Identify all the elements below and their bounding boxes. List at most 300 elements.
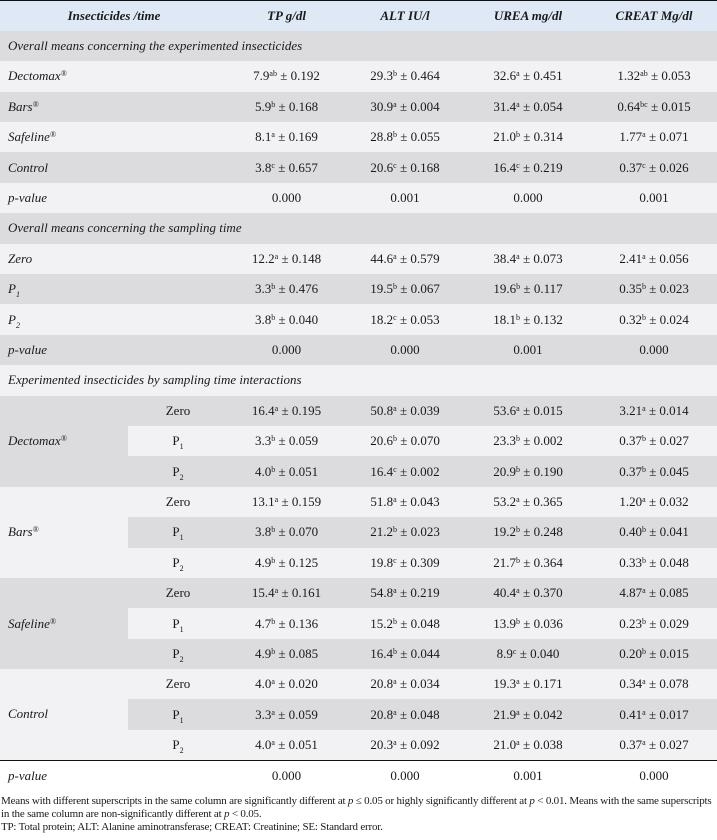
- mean-value: 4.0: [255, 736, 272, 752]
- value-cell: [228, 61, 345, 91]
- standard-error: 0.059: [288, 433, 319, 449]
- registered-mark: ®: [49, 130, 56, 140]
- standard-error: 0.015: [659, 645, 689, 661]
- standard-error: 0.032: [659, 493, 689, 509]
- group-label: [0, 487, 128, 578]
- table-row: [0, 61, 717, 91]
- mean-value: 21.7: [493, 554, 516, 570]
- mean-value: 8.9: [496, 645, 513, 661]
- standard-error: 0.040: [530, 645, 560, 661]
- significance-letter: b: [516, 282, 521, 292]
- mean-value: 3.8: [255, 159, 272, 175]
- value-cell: [591, 456, 717, 486]
- significance-letter: a: [393, 403, 397, 413]
- significance-letter: c: [271, 160, 275, 170]
- mean-value: 8.1: [255, 129, 272, 145]
- plus-minus: ±: [400, 615, 408, 631]
- mean-value: 13.1: [251, 493, 275, 509]
- section-row: [0, 213, 717, 243]
- plus-minus: ±: [278, 463, 286, 479]
- value-cell: [591, 61, 717, 91]
- significance-letter: a: [642, 494, 646, 504]
- value-cell: [345, 426, 465, 456]
- standard-error: 0.476: [288, 281, 319, 297]
- standard-error: 0.051: [288, 463, 319, 479]
- mean-value: 38.4: [493, 250, 517, 266]
- plus-minus: ±: [649, 645, 657, 661]
- significance-letter: a: [642, 677, 646, 687]
- value-cell: [591, 396, 717, 426]
- header-insecticides-time: Insecticides /time: [0, 1, 228, 31]
- significance-letter: b: [641, 434, 646, 444]
- plus-minus: ±: [399, 736, 408, 752]
- p-value-label: p-value: [0, 335, 228, 365]
- significance-letter: b: [392, 616, 397, 626]
- plus-minus: ±: [649, 311, 657, 327]
- value-cell: [591, 517, 717, 547]
- plus-minus: ±: [649, 463, 657, 479]
- plus-minus: ±: [649, 433, 657, 449]
- section-title: Overall means concerning the experimented insecticides: [0, 31, 717, 61]
- mean-value: 3.3: [254, 433, 272, 449]
- mean-value: 0.40: [619, 524, 642, 540]
- significance-letter: a: [393, 707, 397, 717]
- sampling-time: [128, 456, 228, 486]
- plus-minus: ±: [648, 159, 657, 175]
- standard-error: 0.053: [410, 311, 440, 327]
- value-cell: [228, 152, 345, 182]
- value-cell: [591, 304, 717, 334]
- plus-minus: ±: [399, 159, 408, 175]
- mean-value: 20.6: [370, 433, 393, 449]
- mean-value: 13.9: [493, 615, 516, 631]
- value-cell: [228, 669, 345, 699]
- time-subscript: 2: [179, 745, 184, 755]
- sampling-time: [128, 487, 228, 517]
- significance-letter: a: [516, 403, 520, 413]
- sampling-time: [128, 548, 228, 578]
- mean-value: 4.0: [255, 676, 272, 692]
- mean-value: 21.0: [493, 736, 517, 752]
- p-value: 0.001: [345, 183, 465, 213]
- plus-minus: ±: [278, 159, 286, 175]
- header-tp: TP g/dl: [228, 1, 345, 31]
- significance-letter: a: [642, 586, 646, 596]
- table-row: [0, 274, 717, 304]
- sampling-time: [128, 608, 228, 638]
- value-cell: [345, 639, 465, 669]
- mean-value: 29.3: [370, 68, 393, 84]
- standard-error: 0.017: [659, 706, 689, 722]
- plus-minus: ±: [519, 645, 527, 661]
- significance-letter: a: [642, 737, 646, 747]
- value-cell: [228, 517, 345, 547]
- plus-minus: ±: [399, 402, 408, 418]
- value-cell: [465, 730, 591, 760]
- registered-mark: ®: [49, 616, 56, 626]
- plus-minus: ±: [400, 433, 408, 449]
- standard-error: 0.125: [288, 554, 319, 570]
- standard-error: 0.048: [410, 706, 440, 722]
- significance-letter: b: [271, 282, 276, 292]
- time-subscript: 1: [179, 715, 184, 725]
- standard-error: 0.042: [533, 706, 563, 722]
- standard-error: 0.048: [410, 615, 440, 631]
- p-symbol: p: [529, 794, 535, 807]
- table-row: [0, 152, 717, 182]
- standard-error: 0.002: [533, 433, 563, 449]
- mean-value: 53.6: [493, 402, 517, 418]
- plus-minus: ±: [281, 402, 289, 418]
- value-cell: [591, 274, 717, 304]
- standard-error: 0.169: [288, 129, 318, 145]
- significance-letter: b: [515, 434, 520, 444]
- value-cell: [465, 487, 591, 517]
- time-subscript: 2: [179, 563, 184, 573]
- standard-error: 0.029: [659, 615, 689, 631]
- mean-value: 3.8: [254, 311, 272, 327]
- p-value-label: p-value: [0, 183, 228, 213]
- value-cell: [228, 487, 345, 517]
- value-cell: [465, 548, 591, 578]
- value-cell: [591, 152, 717, 182]
- plus-minus: ±: [522, 585, 531, 601]
- significance-letter: a: [642, 707, 646, 717]
- p-value: 0.000: [345, 335, 465, 365]
- sampling-time-label: [0, 244, 228, 274]
- plus-minus: ±: [522, 68, 531, 84]
- row-label: Safeline: [8, 615, 50, 631]
- standard-error: 0.041: [659, 524, 689, 540]
- value-cell: [228, 304, 345, 334]
- registered-mark: ®: [32, 99, 39, 109]
- value-cell: [345, 456, 465, 486]
- plus-minus: ±: [278, 281, 286, 297]
- mean-value: 18.2: [370, 311, 394, 327]
- p-value-label: p-value: [0, 760, 228, 790]
- registered-mark: ®: [60, 434, 67, 444]
- value-cell: [345, 578, 465, 608]
- plus-minus: ±: [649, 615, 657, 631]
- plus-minus: ±: [278, 615, 286, 631]
- standard-error: 0.053: [661, 68, 691, 84]
- time-subscript: 1: [179, 624, 184, 634]
- significance-letter: b: [641, 282, 646, 292]
- significance-letter: a: [516, 494, 520, 504]
- plus-minus: ±: [399, 250, 408, 266]
- significance-letter: a: [393, 494, 397, 504]
- value-cell: [228, 92, 345, 122]
- significance-letter: a: [516, 737, 520, 747]
- standard-error: 0.056: [659, 250, 689, 266]
- insecticide-label: [0, 92, 228, 122]
- value-cell: [345, 487, 465, 517]
- significance-letter: c: [393, 160, 397, 170]
- mean-value: 0.37: [619, 736, 643, 752]
- insecticide-label: [0, 152, 228, 182]
- plus-minus: ±: [399, 585, 408, 601]
- value-cell: [465, 517, 591, 547]
- standard-error: 0.219: [533, 159, 563, 175]
- significance-letter: b: [271, 464, 276, 474]
- significance-letter: b: [271, 555, 276, 565]
- mean-value: 1.20: [619, 493, 643, 509]
- value-cell: [228, 244, 345, 274]
- significance-letter: a: [516, 707, 520, 717]
- time-subscript: 1: [15, 290, 20, 300]
- value-cell: [591, 92, 717, 122]
- standard-error: 0.190: [533, 463, 563, 479]
- standard-error: 0.015: [533, 402, 563, 418]
- sampling-time: [128, 699, 228, 729]
- plus-minus: ±: [278, 311, 286, 327]
- mean-value: 0.35: [619, 281, 642, 297]
- standard-error: 0.027: [659, 736, 689, 752]
- value-cell: [345, 304, 465, 334]
- plus-minus: ±: [278, 524, 286, 540]
- standard-error: 0.136: [288, 615, 319, 631]
- mean-value: 12.2: [251, 250, 275, 266]
- significance-letter: b: [641, 646, 646, 656]
- plus-minus: ±: [278, 645, 286, 661]
- standard-error: 0.219: [410, 585, 440, 601]
- value-cell: [465, 122, 591, 152]
- mean-value: 0.37: [619, 159, 643, 175]
- value-cell: [465, 699, 591, 729]
- standard-error: 0.015: [661, 98, 691, 114]
- mean-value: 28.8: [370, 129, 393, 145]
- mean-value: 53.2: [493, 493, 517, 509]
- significance-letter: b: [392, 434, 397, 444]
- table-row: [0, 487, 717, 517]
- row-label: Safeline: [8, 129, 50, 145]
- mean-value: 54.8: [370, 585, 394, 601]
- standard-error: 0.054: [533, 98, 563, 114]
- p-value: 0.000: [228, 335, 345, 365]
- significance-letter: a: [393, 677, 397, 687]
- time-label: Zero: [8, 250, 33, 266]
- time-subscript: 1: [179, 442, 184, 452]
- value-cell: [345, 548, 465, 578]
- value-cell: [345, 669, 465, 699]
- mean-value: 31.4: [493, 98, 517, 114]
- standard-error: 0.014: [659, 402, 689, 418]
- plus-minus: ±: [400, 68, 408, 84]
- value-cell: [345, 244, 465, 274]
- value-cell: [345, 730, 465, 760]
- plus-minus: ±: [522, 493, 531, 509]
- mean-value: 50.8: [370, 402, 394, 418]
- time-label: P: [172, 463, 180, 479]
- standard-error: 0.026: [659, 159, 689, 175]
- significance-letter: a: [516, 677, 520, 687]
- plus-minus: ±: [399, 463, 408, 479]
- mean-value: 3.3: [255, 706, 272, 722]
- value-cell: [345, 92, 465, 122]
- value-cell: [591, 669, 717, 699]
- plus-minus: ±: [523, 463, 531, 479]
- significance-letter: a: [271, 707, 275, 717]
- significance-letter: a: [642, 251, 646, 261]
- significance-letter: c: [393, 312, 397, 322]
- significance-letter: b: [392, 646, 397, 656]
- sampling-time: [128, 426, 228, 456]
- value-cell: [228, 548, 345, 578]
- time-label: Zero: [165, 676, 191, 692]
- time-label: P: [172, 645, 180, 661]
- value-cell: [591, 699, 717, 729]
- time-label: Zero: [165, 585, 191, 601]
- footnote-abbreviations: TP: Total protein; ALT: Alanine aminotransferase; CREAT: Creatinine; SE: Standard error.: [1, 820, 383, 833]
- p-value-row: [0, 760, 717, 790]
- header-alt: ALT IU/l: [345, 1, 465, 31]
- footnote-significance: Means with different superscripts in the same column are significantly different at p ≤ 0.05 or highly significantly different at p < 0.01. Means with the same superscripts in the same column are non-significantly different at p < 0.05.: [1, 794, 712, 820]
- mean-value: 1.77: [619, 129, 643, 145]
- plus-minus: ±: [648, 676, 657, 692]
- standard-error: 0.023: [659, 281, 689, 297]
- standard-error: 0.451: [533, 68, 563, 84]
- mean-value: 16.4: [251, 402, 275, 418]
- significance-letter: b: [515, 616, 520, 626]
- significance-letter: b: [392, 525, 397, 535]
- time-subscript: 2: [15, 320, 20, 330]
- significance-letter: a: [274, 403, 279, 413]
- significance-letter: b: [271, 646, 276, 656]
- value-cell: [345, 699, 465, 729]
- plus-minus: ±: [648, 493, 657, 509]
- significance-letter: b: [271, 434, 276, 444]
- standard-error: 0.309: [410, 554, 440, 570]
- standard-error: 0.192: [290, 68, 320, 84]
- time-label: Zero: [165, 493, 191, 509]
- plus-minus: ±: [648, 402, 657, 418]
- value-cell: [345, 608, 465, 638]
- significance-letter: a: [393, 251, 397, 261]
- plus-minus: ±: [648, 250, 657, 266]
- significance-letter: ab: [640, 69, 648, 79]
- standard-error: 0.092: [410, 736, 440, 752]
- plus-minus: ±: [648, 129, 657, 145]
- plus-minus: ±: [278, 736, 286, 752]
- p-value: 0.000: [228, 760, 345, 790]
- standard-error: 0.027: [659, 433, 689, 449]
- mean-value: 0.32: [619, 311, 642, 327]
- mean-value: 19.5: [370, 281, 393, 297]
- plus-minus: ±: [522, 706, 531, 722]
- significance-letter: b: [641, 555, 646, 565]
- standard-error: 0.039: [410, 402, 440, 418]
- row-label: Control: [8, 159, 48, 175]
- value-cell: [465, 578, 591, 608]
- p-value: 0.001: [465, 335, 591, 365]
- section-title: Experimented insecticides by sampling time interactions: [0, 365, 717, 395]
- mean-value: 19.8: [370, 554, 394, 570]
- standard-error: 0.024: [659, 311, 689, 327]
- mean-value: 19.2: [493, 524, 516, 540]
- mean-value: 3.3: [254, 281, 272, 297]
- standard-error: 0.159: [291, 493, 322, 509]
- value-cell: [465, 456, 591, 486]
- significance-letter: b: [641, 616, 646, 626]
- plus-minus: ±: [649, 281, 657, 297]
- mean-value: 4.9: [254, 645, 272, 661]
- significance-letter: b: [392, 69, 397, 79]
- significance-letter: a: [271, 130, 275, 140]
- significance-letter: c: [516, 160, 520, 170]
- mean-value: 20.3: [370, 736, 394, 752]
- value-cell: [465, 396, 591, 426]
- mean-value: 15.2: [370, 615, 393, 631]
- significance-letter: a: [393, 99, 397, 109]
- significance-letter: a: [271, 677, 275, 687]
- standard-error: 0.117: [533, 281, 563, 297]
- plus-minus: ±: [523, 524, 531, 540]
- standard-error: 0.148: [291, 250, 322, 266]
- mean-value: 40.4: [493, 585, 517, 601]
- insecticide-label: [0, 61, 228, 91]
- value-cell: [228, 699, 345, 729]
- significance-letter: b: [515, 312, 520, 322]
- value-cell: [228, 456, 345, 486]
- time-label: P: [172, 706, 180, 722]
- standard-error: 0.171: [533, 676, 563, 692]
- standard-error: 0.161: [291, 585, 322, 601]
- standard-error: 0.364: [533, 554, 563, 570]
- standard-error: 0.044: [410, 645, 440, 661]
- standard-error: 0.023: [410, 524, 440, 540]
- mean-value: 19.6: [493, 281, 517, 297]
- value-cell: [591, 730, 717, 760]
- significance-letter: a: [393, 586, 397, 596]
- value-cell: [345, 152, 465, 182]
- significance-letter: b: [392, 282, 397, 292]
- plus-minus: ±: [650, 98, 659, 114]
- plus-minus: ±: [522, 98, 531, 114]
- mean-value: 0.41: [619, 706, 643, 722]
- standard-error: 0.314: [533, 129, 563, 145]
- significance-letter: a: [516, 69, 520, 79]
- p-value: 0.000: [345, 760, 465, 790]
- significance-letter: b: [641, 464, 646, 474]
- plus-minus: ±: [649, 554, 657, 570]
- significance-letter: b: [641, 525, 646, 535]
- table-row: [0, 92, 717, 122]
- value-cell: [465, 92, 591, 122]
- mean-value: 0.33: [619, 554, 642, 570]
- value-cell: [465, 244, 591, 274]
- significance-letter: a: [393, 737, 397, 747]
- time-label: P: [8, 281, 16, 297]
- time-label: P: [172, 554, 180, 570]
- plus-minus: ±: [523, 129, 531, 145]
- section-row: [0, 365, 717, 395]
- standard-error: 0.070: [410, 433, 440, 449]
- mean-value: 20.6: [370, 159, 394, 175]
- standard-error: 0.036: [533, 615, 563, 631]
- standard-error: 0.579: [410, 250, 440, 266]
- p-value-row: [0, 183, 717, 213]
- mean-value: 21.9: [493, 706, 517, 722]
- value-cell: [345, 274, 465, 304]
- plus-minus: ±: [278, 98, 286, 114]
- significance-letter: b: [515, 130, 520, 140]
- mean-value: 21.2: [370, 524, 393, 540]
- plus-minus: ±: [400, 524, 408, 540]
- plus-minus: ±: [399, 493, 408, 509]
- p-value: 0.000: [228, 183, 345, 213]
- significance-letter: c: [642, 160, 646, 170]
- mean-value: 18.1: [493, 311, 516, 327]
